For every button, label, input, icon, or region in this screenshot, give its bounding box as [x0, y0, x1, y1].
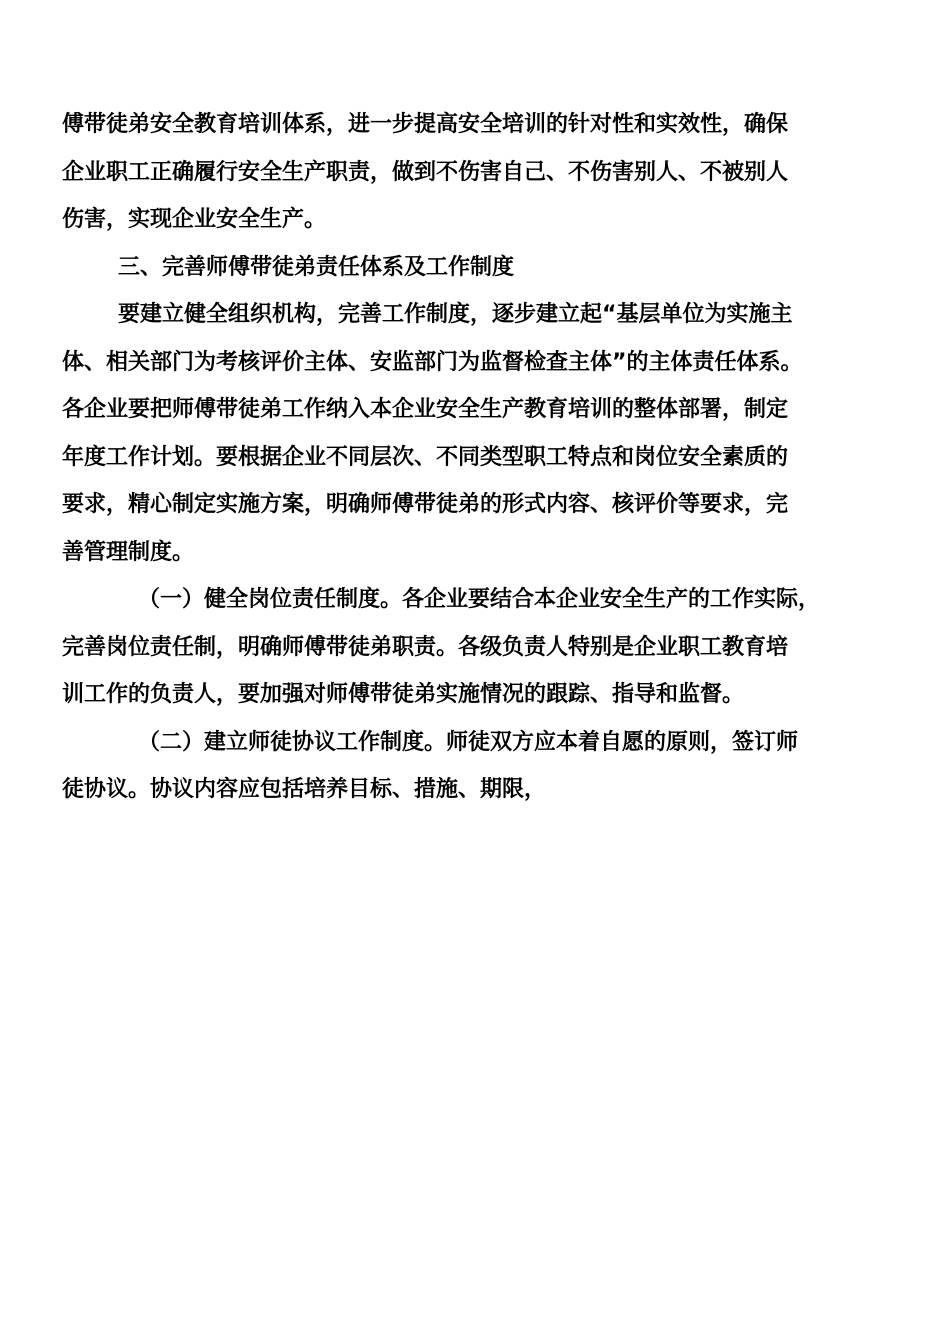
- section-heading: 三、完善师傅带徒弟责任体系及工作制度: [118, 254, 515, 280]
- paragraph-line: 体、相关部门为考核评价主体、安监部门为监督检查主体”的主体责任体系。: [62, 349, 803, 375]
- document-body: [62, 101, 892, 814]
- paragraph-line: 伤害，实现企业安全生产。: [62, 207, 327, 232]
- paragraph-line: 年度工作计划。要根据企业不同层次、不同类型职工特点和岗位安全素质的: [62, 444, 789, 470]
- subsection-line: （一）健全岗位责任制度。各企业要结合本企业安全生产的工作实际，: [138, 587, 821, 612]
- subsection-line: （二）建立师徒协议工作制度。师徒双方应本着自愿的原则，签订师: [138, 729, 799, 755]
- paragraph-line: 要建立健全组织机构，完善工作制度，逐步建立起“基层单位为实施主: [118, 302, 793, 327]
- paragraph-line: 傅带徒弟安全教育培训体系，进一步提高安全培训的针对性和实效性，确保: [62, 112, 789, 137]
- paragraph-line: 徒协议。协议内容应包括培养目标、措施、期限，: [62, 777, 547, 802]
- paragraph-line: 各企业要把师傅带徒弟工作纳入本企业安全生产教育培训的整体部署，制定: [62, 397, 789, 422]
- paragraph-line: 训工作的负责人，要加强对师傅带徒弟实施情况的跟踪、指导和监督。: [62, 682, 745, 707]
- paragraph-line: 要求，精心制定实施方案，明确师傅带徒弟的形式内容、核评价等要求，完: [62, 492, 789, 517]
- paragraph-line: 企业职工正确履行安全生产职责，做到不伤害自己、不伤害别人、不被别人: [62, 159, 789, 185]
- paragraph-line: 善管理制度。: [62, 539, 195, 565]
- paragraph-line: 完善岗位责任制，明确师傅带徒弟职责。各级负责人特别是企业职工教育培: [62, 634, 789, 660]
